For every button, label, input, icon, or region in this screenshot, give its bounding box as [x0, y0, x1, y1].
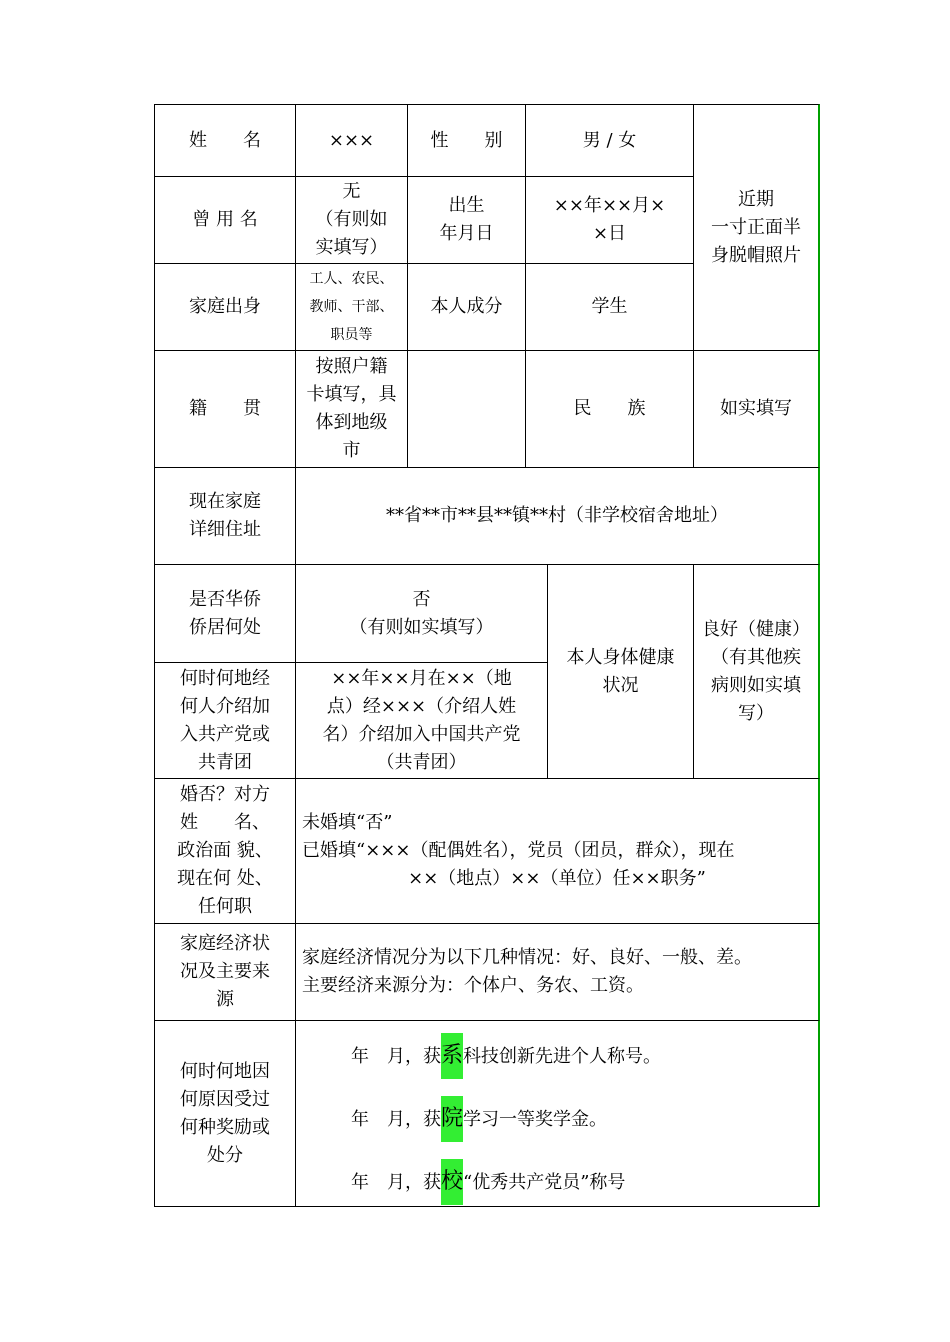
- health-value-line: （有其他疾: [711, 646, 801, 668]
- photo-line: 近期: [738, 188, 774, 210]
- family-origin-value: [295, 263, 407, 350]
- overseas-label-line: 是否华侨: [189, 588, 261, 610]
- award-prefix: 年 月，获: [351, 1109, 441, 1130]
- personal-status-value: 学生: [525, 263, 693, 350]
- health-label-line: 状况: [602, 674, 639, 696]
- health-label: [547, 564, 693, 778]
- party-label-line: 入共产党或: [180, 723, 270, 745]
- former-name-label: 曾 用 名: [154, 176, 295, 263]
- overseas-label-line: 侨居何处: [189, 616, 261, 638]
- economy-label-line: 源: [216, 989, 234, 1010]
- photo-line: 一寸正面半: [711, 216, 801, 238]
- party-label: [154, 662, 295, 778]
- overseas-value-line: 否: [412, 588, 431, 610]
- party-label-line: 何时何地经: [180, 667, 270, 689]
- native-place-line: 体到地级: [315, 412, 388, 433]
- awards-label-line: 何种奖励或: [180, 1116, 270, 1138]
- family-origin-line: 工人、农民、: [309, 271, 394, 287]
- party-value: [295, 662, 547, 778]
- award-suffix: 科技创新先进个人称号。: [463, 1046, 662, 1067]
- registration-form-table: [154, 104, 820, 1207]
- former-name-value: [295, 176, 407, 263]
- birth-label-line: 出生: [448, 195, 485, 216]
- birth-value: [525, 176, 693, 263]
- address-value: **省**市**县**镇**村（非学校宿舍地址）: [295, 467, 820, 564]
- overseas-value-line: （有则如实填写）: [349, 616, 494, 638]
- award-highlight: 系: [441, 1033, 463, 1079]
- ethnicity-value: 如实填写: [693, 350, 820, 467]
- award-prefix: 年 月，获: [351, 1172, 441, 1193]
- native-place-line: 卡填写，具: [306, 384, 397, 405]
- marriage-value-line: 未婚填“否”: [302, 812, 393, 833]
- gender-value: 男 / 女: [525, 104, 693, 176]
- economy-value-line: 主要经济来源分为：个体户、务农、工资。: [302, 975, 644, 996]
- marriage-label: [154, 778, 295, 923]
- economy-label-line: 家庭经济状: [180, 933, 270, 954]
- health-value-line: 写）: [738, 702, 774, 724]
- health-label-line: 本人身体健康: [566, 646, 675, 668]
- personal-status-label: 本人成分: [407, 263, 525, 350]
- native-place-value: [295, 350, 407, 467]
- birth-label-line: 年月日: [439, 223, 494, 244]
- award-highlight: 校: [441, 1159, 463, 1205]
- address-label-line: 现在家庭: [189, 491, 261, 512]
- name-label: 姓 名: [154, 104, 295, 176]
- awards-value: [295, 1020, 820, 1207]
- address-label-line: 详细住址: [189, 519, 261, 540]
- former-name-line: 无: [342, 181, 361, 202]
- party-value-line: ××年××月在××（地: [331, 667, 512, 689]
- family-origin-line: 职员等: [330, 327, 373, 343]
- ethnicity-label: 民 族: [525, 350, 693, 467]
- party-value-line: 点）经×××（介绍人姓: [326, 695, 517, 717]
- awards-label-line: 何时何地因: [180, 1060, 270, 1082]
- family-origin-line: 教师、干部、: [309, 299, 394, 315]
- award-entry: [351, 1090, 812, 1153]
- birth-value-line: ×日: [592, 223, 627, 244]
- economy-label: [154, 923, 295, 1020]
- marriage-label-line: 姓 名、: [180, 812, 270, 833]
- family-origin-label: 家庭出身: [154, 263, 295, 350]
- award-highlight: 院: [441, 1096, 463, 1142]
- marriage-label-line: 政治面 貌、: [177, 840, 273, 861]
- native-place-label: 籍 贯: [154, 350, 295, 467]
- former-name-line: （有则如: [315, 209, 388, 230]
- marriage-label-line: 现在何 处、: [177, 868, 273, 889]
- awards-label-line: 处分: [207, 1144, 243, 1166]
- award-entry: [351, 1027, 812, 1090]
- birth-value-line: ××年××月×: [553, 195, 666, 216]
- birth-label: [407, 176, 525, 263]
- overseas-label: [154, 564, 295, 662]
- health-value-line: 病则如实填: [711, 674, 801, 696]
- marriage-value: [295, 778, 820, 923]
- health-value-line: 良好（健康）: [702, 618, 810, 640]
- economy-value-line: 家庭经济情况分为以下几种情况：好、良好、一般、差。: [302, 947, 752, 968]
- native-place-line: 市: [342, 440, 361, 461]
- party-label-line: 何人介绍加: [180, 695, 270, 717]
- party-value-line: 名）介绍加入中国共产党: [322, 723, 521, 745]
- marriage-label-line: 婚否？对方: [180, 784, 270, 805]
- health-value: [693, 564, 820, 778]
- name-value: ×××: [295, 104, 407, 176]
- former-name-line: 实填写）: [315, 237, 388, 258]
- award-suffix: “优秀共产党员”称号: [463, 1172, 626, 1193]
- awards-label: [154, 1020, 295, 1207]
- award-prefix: 年 月，获: [351, 1046, 441, 1067]
- economy-label-line: 况及主要来: [180, 961, 270, 982]
- awards-label-line: 何原因受过: [180, 1088, 270, 1110]
- economy-value: [295, 923, 820, 1020]
- marriage-value-line: ××（地点）××（单位）任××职务”: [408, 868, 706, 889]
- native-place-line: 按照户籍: [315, 356, 388, 377]
- award-suffix: 学习一等奖学金。: [463, 1109, 608, 1130]
- party-label-line: 共青团: [198, 751, 252, 773]
- award-entry: [351, 1153, 812, 1216]
- party-value-line: （共青团）: [376, 751, 467, 773]
- marriage-label-line: 任何职: [198, 896, 252, 917]
- blank-cell: [407, 350, 525, 467]
- address-label: [154, 467, 295, 564]
- photo-line: 身脱帽照片: [711, 244, 801, 266]
- overseas-value: [295, 564, 547, 662]
- gender-label: 性 别: [407, 104, 525, 176]
- photo-box: [693, 104, 820, 350]
- marriage-value-line: 已婚填“×××（配偶姓名），党员（团员，群众），现在: [302, 840, 735, 861]
